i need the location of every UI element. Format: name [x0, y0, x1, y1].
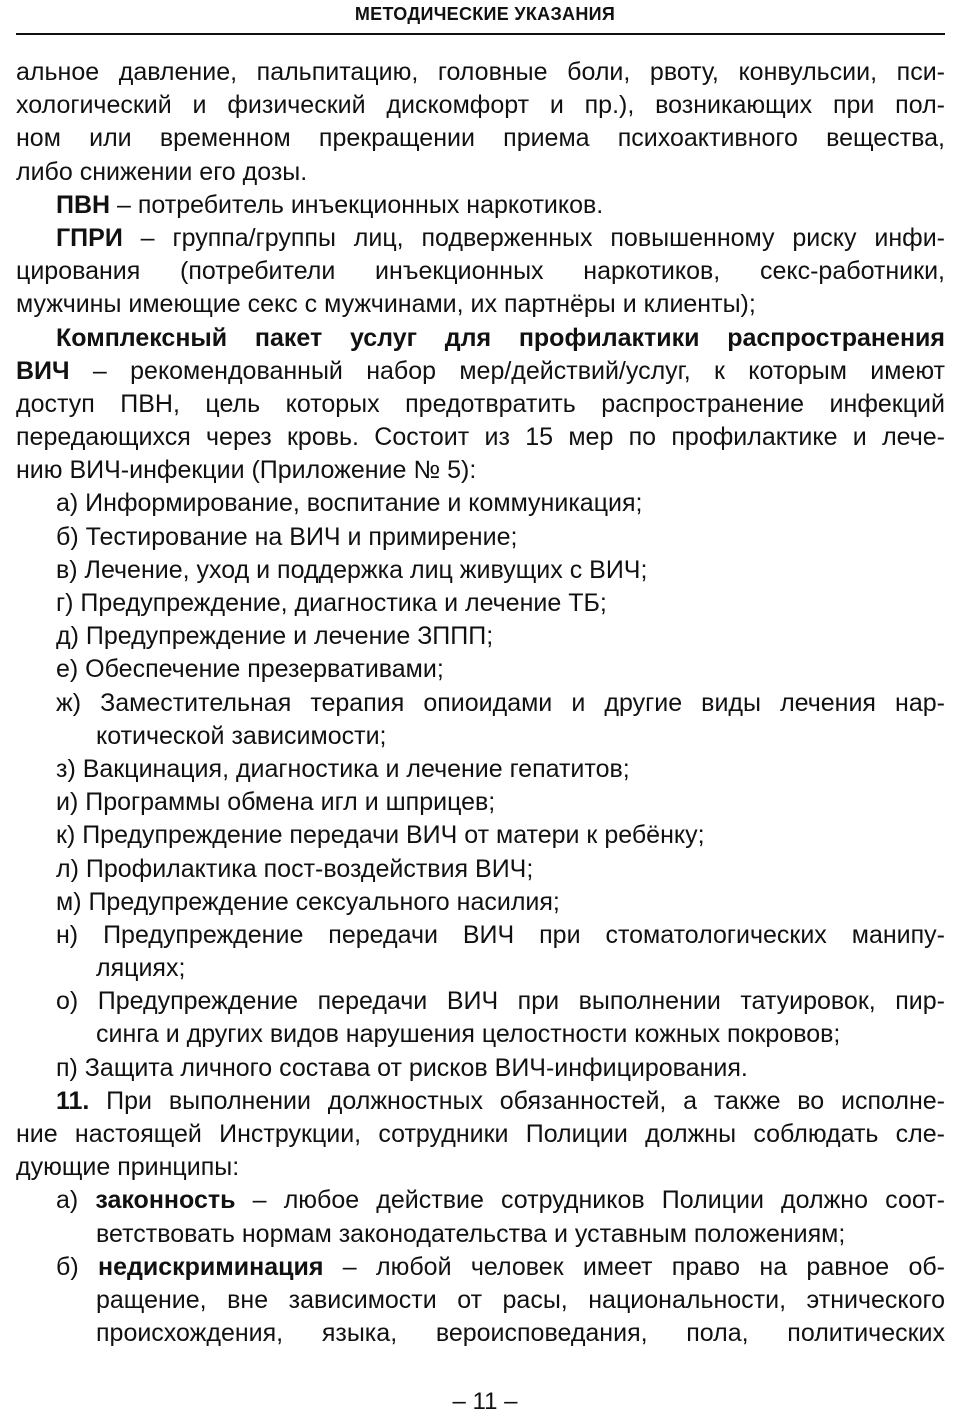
list-item-continuation: ветствовать нормам законодательства и уставным положениям; [96, 1219, 846, 1248]
list-item: б) Тестирование на ВИЧ и примирение; [56, 522, 518, 551]
list-item: к) Предупреждение передачи ВИЧ от матери к ребёнку; [56, 821, 705, 850]
section-text: При выполнении должностных обязанностей, а также во исполне- [89, 1086, 945, 1115]
list-item: в) Лечение, уход и поддержка лиц живущих с ВИЧ; [56, 555, 648, 584]
list-item-continuation: происхождения, языка, вероисповедания, пола, политических [96, 1319, 945, 1348]
term-legality: законность [95, 1186, 236, 1215]
list-item: м) Предупреждение сексуального насилия; [56, 887, 560, 916]
list-marker: б) [56, 1252, 98, 1281]
list-item-continuation: котической зависимости; [96, 721, 387, 750]
definition-text: – рекомендованный набор мер/действий/услуг, к которым имеют [69, 356, 945, 385]
text-line: мужчины имеющие секс с мужчинами, их партнёры и клиенты); [16, 290, 756, 319]
list-item: л) Профилактика пост-воздействия ВИЧ; [56, 854, 534, 883]
principle-text: – любое действие сотрудников Полиции должно соот- [235, 1186, 945, 1215]
text-line: цирования (потребители инъекционных наркотиков, секс-работники, [16, 257, 945, 286]
term-pvn: ПВН [56, 190, 111, 219]
page-number: – 11 – [452, 1388, 518, 1415]
definition-gpri [16, 222, 945, 255]
term-nondiscrimination: недискриминация [97, 1252, 324, 1281]
principle-legality [16, 1184, 945, 1217]
principle-text: – любой человек имеет право на равное об- [323, 1252, 945, 1281]
list-item: а) Информирование, воспитание и коммуникация; [56, 489, 643, 518]
text-line: ние настоящей Инструкции, сотрудники Полиции должны соблюдать сле- [16, 1120, 945, 1148]
section-11 [16, 1085, 945, 1118]
principle-nondiscrimination [16, 1251, 945, 1284]
running-header: МЕТОДИЧЕСКИЕ УКАЗАНИЯ [354, 4, 616, 24]
list-item-continuation: ращение, вне зависимости от расы, национальности, этнического [96, 1285, 945, 1314]
definition-text: – потребитель инъекционных наркотиков. [110, 190, 604, 219]
definition-package [16, 355, 945, 388]
list-item: о) Предупреждение передачи ВИЧ при выполнении татуировок, пир- [56, 987, 945, 1016]
list-item: г) Предупреждение, диагностика и лечение ТБ; [56, 589, 607, 617]
text-line: ном или временном прекращении приема психоактивного вещества, [16, 124, 945, 153]
list-item: ж) Заместительная терапия опиоидами и другие виды лечения нар- [56, 688, 945, 717]
section-number: 11. [56, 1086, 90, 1115]
list-item-continuation: синга и других видов нарушения целостности кожных покровов; [96, 1020, 841, 1049]
text-line: нию ВИЧ-инфекции (Приложение № 5): [16, 456, 477, 485]
list-item: з) Вакцинация, диагностика и лечение гепатитов; [56, 754, 630, 783]
definition-text: – группа/группы лиц, подверженных повышенному риску инфи- [122, 223, 945, 252]
text-line: хологический и физический дискомфорт и пр.), возникающих при пол- [16, 91, 945, 120]
list-marker: а) [56, 1186, 96, 1215]
list-item: д) Предупреждение и лечение ЗППП; [56, 622, 494, 651]
list-item: и) Программы обмена игл и шприцев; [56, 788, 496, 817]
text-line: либо снижении его дозы. [16, 157, 308, 186]
list-item: е) Обеспечение презервативами; [56, 655, 444, 684]
page-body [16, 56, 945, 1350]
term-package-end: ВИЧ [16, 356, 70, 385]
text-line: доступ ПВН, цель которых предотвратить распространение инфекций [16, 389, 945, 418]
term-gpri: ГПРИ [56, 223, 123, 252]
list-item-continuation: ляциях; [96, 954, 186, 983]
list-item: н) Предупреждение передачи ВИЧ при стоматологических манипу- [56, 920, 945, 949]
header-rule [16, 33, 945, 35]
text-line: дующие принципы: [16, 1153, 240, 1182]
definition-pvn [16, 189, 945, 222]
text-line: альное давление, пальпитацию, головные боли, рвоту, конвульсии, пси- [16, 58, 945, 86]
term-package: Комплексный пакет услуг для профилактики распространения [56, 323, 945, 352]
list-item: п) Защита личного состава от рисков ВИЧ-инфицирования. [56, 1053, 748, 1082]
text-line: передающихся через кровь. Состоит из 15 мер по профилактике и лече- [16, 423, 945, 452]
